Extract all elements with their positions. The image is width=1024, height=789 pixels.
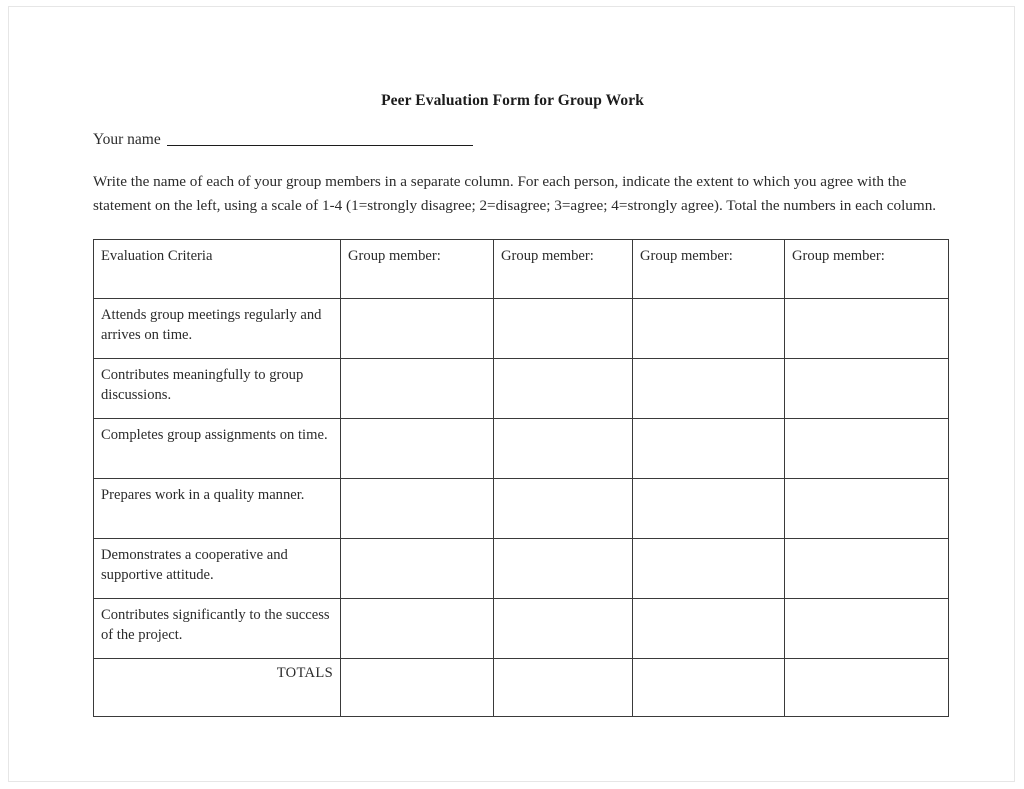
rating-cell-member-1[interactable] — [341, 599, 494, 659]
criteria-cell: Contributes significantly to the success of the project. — [94, 599, 341, 659]
your-name-input[interactable] — [167, 145, 473, 146]
rating-cell-member-3[interactable] — [633, 479, 785, 539]
column-header-group-member-2[interactable]: Group member: — [494, 240, 633, 299]
table-row — [94, 539, 949, 599]
table-row — [94, 359, 949, 419]
rating-cell-member-2[interactable] — [494, 479, 633, 539]
table-header-row — [94, 240, 949, 299]
rating-cell-member-4[interactable] — [785, 359, 949, 419]
rating-cell-member-3[interactable] — [633, 419, 785, 479]
document-page — [8, 6, 1015, 782]
instructions-paragraph: Write the name of each of your group members in a separate column. For each person, indicate the extent to which you agree with the statement on the left, using a scale of 1-4 (1=strongly disagree; 2=disagree; 3=agree; 4=strongly agree). Total the numbers in each column. — [93, 173, 937, 214]
totals-cell-member-3[interactable] — [633, 659, 785, 717]
rating-cell-member-1[interactable] — [341, 419, 494, 479]
rating-cell-member-1[interactable] — [341, 359, 494, 419]
rating-cell-member-4[interactable] — [785, 599, 949, 659]
your-name-label: Your name — [93, 131, 161, 148]
rating-cell-member-3[interactable] — [633, 599, 785, 659]
criteria-cell: Contributes meaningfully to group discussions. — [94, 359, 341, 419]
rating-cell-member-2[interactable] — [494, 359, 633, 419]
rating-cell-member-2[interactable] — [494, 599, 633, 659]
page-title: Peer Evaluation Form for Group Work — [381, 92, 644, 109]
table-row — [94, 419, 949, 479]
rating-cell-member-2[interactable] — [494, 299, 633, 359]
totals-cell-member-1[interactable] — [341, 659, 494, 717]
rating-cell-member-4[interactable] — [785, 479, 949, 539]
table-row — [94, 479, 949, 539]
totals-row — [94, 659, 949, 717]
column-header-group-member-3[interactable]: Group member: — [633, 240, 785, 299]
table-row — [94, 299, 949, 359]
peer-evaluation-table — [93, 239, 949, 717]
rating-cell-member-3[interactable] — [633, 539, 785, 599]
table-row — [94, 599, 949, 659]
criteria-cell: Completes group assignments on time. — [94, 419, 341, 479]
column-header-group-member-1[interactable]: Group member: — [341, 240, 494, 299]
rating-cell-member-1[interactable] — [341, 299, 494, 359]
your-name-field-group — [93, 132, 473, 148]
rating-cell-member-1[interactable] — [341, 479, 494, 539]
totals-label: TOTALS — [94, 659, 341, 717]
totals-cell-member-4[interactable] — [785, 659, 949, 717]
rating-cell-member-3[interactable] — [633, 299, 785, 359]
rating-cell-member-3[interactable] — [633, 359, 785, 419]
totals-cell-member-2[interactable] — [494, 659, 633, 717]
rating-cell-member-4[interactable] — [785, 419, 949, 479]
criteria-cell: Prepares work in a quality manner. — [94, 479, 341, 539]
rating-cell-member-2[interactable] — [494, 539, 633, 599]
rating-cell-member-4[interactable] — [785, 539, 949, 599]
criteria-cell: Demonstrates a cooperative and supportive attitude. — [94, 539, 341, 599]
rating-cell-member-4[interactable] — [785, 299, 949, 359]
rating-cell-member-2[interactable] — [494, 419, 633, 479]
criteria-cell: Attends group meetings regularly and arrives on time. — [94, 299, 341, 359]
column-header-criteria: Evaluation Criteria — [94, 240, 341, 299]
rating-cell-member-1[interactable] — [341, 539, 494, 599]
column-header-group-member-4[interactable]: Group member: — [785, 240, 949, 299]
